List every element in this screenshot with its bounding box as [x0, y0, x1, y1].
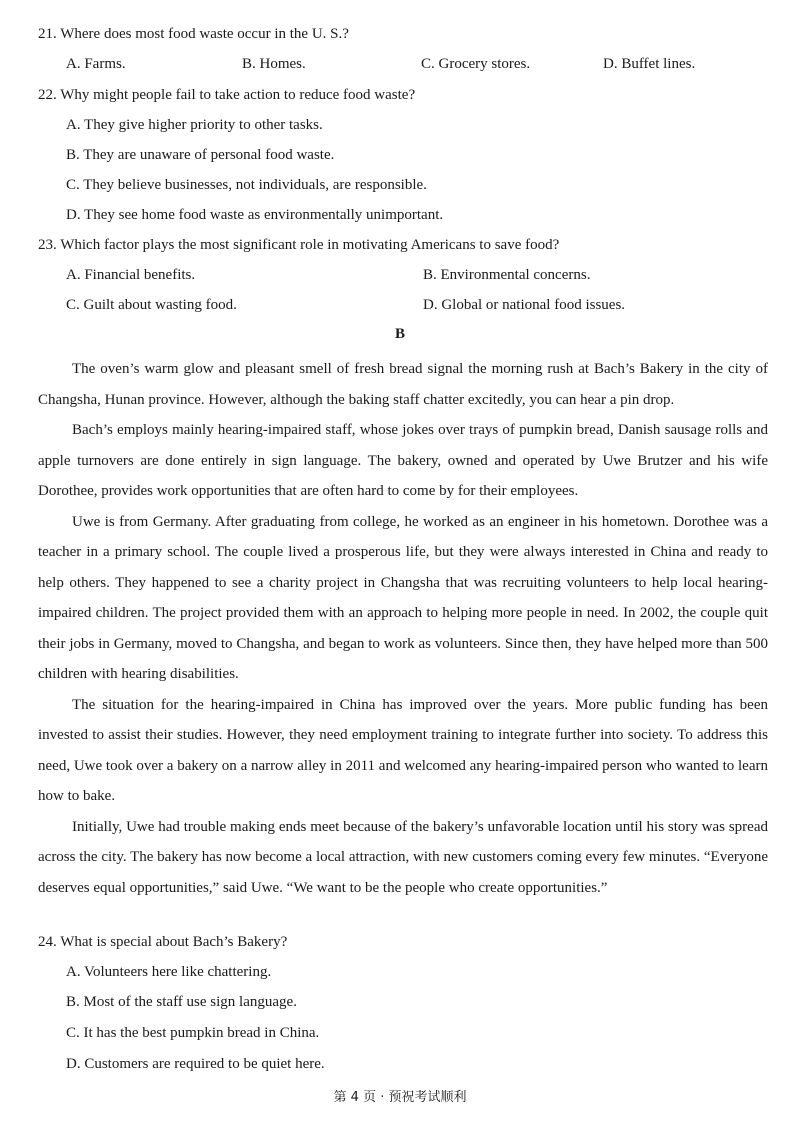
question-22-option-a: A. They give higher priority to other tasks. [66, 117, 323, 133]
question-22-option-b: B. They are unaware of personal food waste. [66, 147, 335, 163]
passage-paragraph-2: Bach’s employs mainly hearing-impaired staff, whose jokes over trays of pumpkin bread, Danish sausage rolls and apple turnovers are done entirely in sign language. The bakery, owned and operated by Uwe Brutzer and his wife Dorothee, provides work opportunities that are often hard to come by for their employees. [38, 422, 768, 499]
question-23-option-a: A. Financial benefits. [66, 267, 196, 283]
question-23-option-c: C. Guilt about wasting food. [66, 297, 237, 313]
question-24-option-a: A. Volunteers here like chattering. [66, 964, 272, 980]
question-22-option-c: C. They believe businesses, not individuals, are responsible. [66, 177, 427, 193]
passage-paragraph-5: Initially, Uwe had trouble making ends meet because of the bakery’s unfavorable location until his story was spread across the city. The bakery has now become a local attraction, with new customers coming every few minutes. “Everyone deserves equal opportunities,” said Uwe. “We want to be the people who create opportunities.” [38, 818, 768, 896]
question-23-stem: 23. Which factor plays the most significant role in motivating Americans to save food? [38, 237, 560, 253]
passage-paragraph-1: The oven’s warm glow and pleasant smell of fresh bread signal the morning rush at Bach’s Bakery in the city of Changsha, Hunan province. However, although the baking staff chatter excitedly, you can hear a pin drop. [38, 361, 768, 408]
question-23-option-b: B. Environmental concerns. [423, 267, 591, 283]
question-21-option-c: C. Grocery stores. [421, 56, 531, 72]
question-21-option-b: B. Homes. [242, 56, 306, 72]
question-21-option-a: A. Farms. [66, 56, 126, 72]
section-b-heading: B [394, 326, 405, 342]
question-24-stem: 24. What is special about Bach’s Bakery? [38, 934, 288, 950]
passage-paragraph-4: The situation for the hearing-impaired in China has improved over the years. More public funding has been invested to assist their studies. However, they need employment training to integrate further into society. To address this need, Uwe took over a bakery on a narrow alley in 2011 and welcomed any hearing-impaired person who wanted to learn how to bake. [38, 696, 768, 804]
question-21-stem: 21. Where does most food waste occur in the U. S.? [38, 26, 349, 42]
page-footer: 第 4 页 · 预祝考试顺利 [333, 1090, 467, 1105]
question-24-option-b: B. Most of the staff use sign language. [66, 994, 297, 1010]
reading-passage [38, 354, 768, 903]
passage-paragraph-3: Uwe is from Germany. After graduating from college, he worked as an engineer in his hometown. Dorothee was a teacher in a primary school. The couple lived a prosperous life, but they were always interested in China and ready to help others. They happened to see a charity project in Changsha that was recruiting volunteers to help local hearing-impaired children. The project provided them with an approach to helping more people in need. In 2002, the couple quit their jobs in Germany, moved to Changsha, and began to work as volunteers. Since then, they have helped more than 500 children with hearing disabilities. [38, 513, 768, 682]
question-23-option-d: D. Global or national food issues. [423, 297, 626, 313]
question-21-option-d: D. Buffet lines. [603, 56, 696, 72]
question-22-option-d: D. They see home food waste as environmentally unimportant. [66, 207, 444, 223]
question-22-stem: 22. Why might people fail to take action to reduce food waste? [38, 87, 416, 103]
question-24-option-c: C. It has the best pumpkin bread in China. [66, 1025, 320, 1041]
question-24-option-d: D. Customers are required to be quiet here. [66, 1056, 325, 1072]
